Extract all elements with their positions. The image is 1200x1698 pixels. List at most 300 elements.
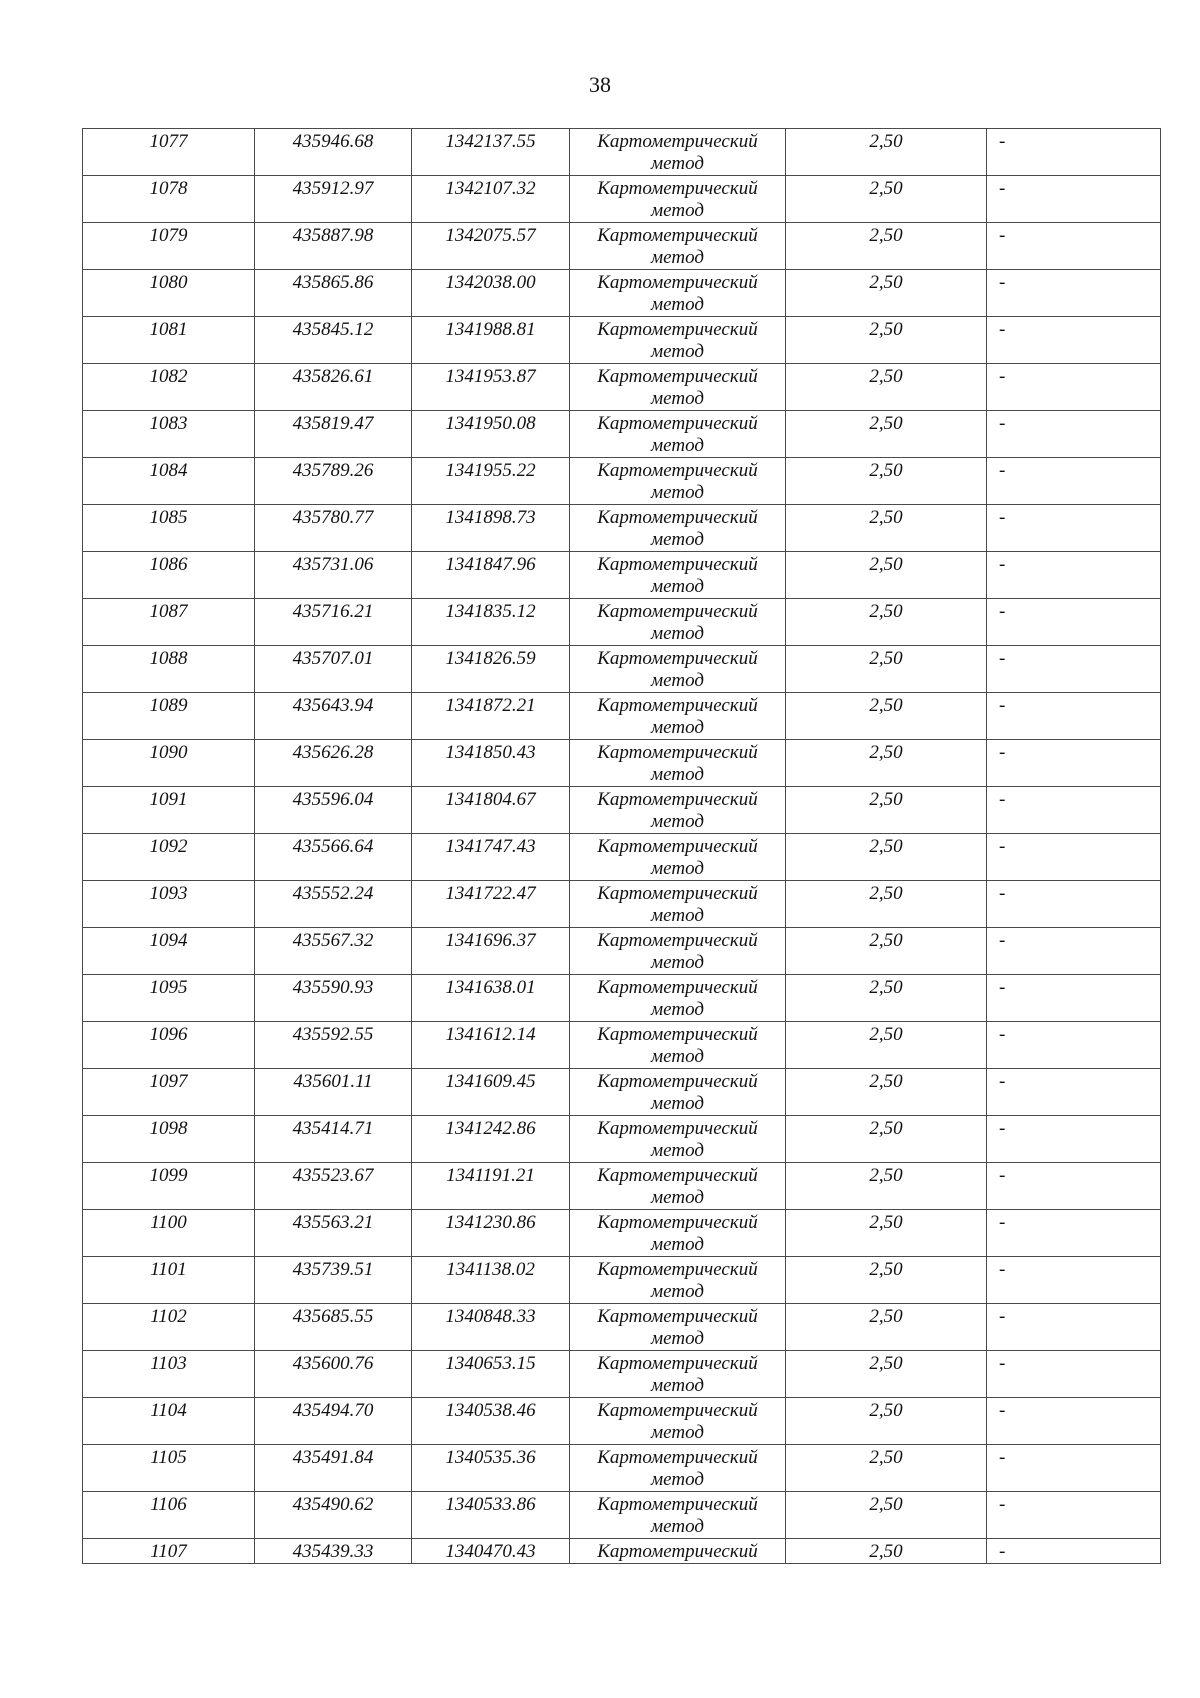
point-number-cell bbox=[83, 646, 255, 693]
accuracy-cell bbox=[786, 1445, 987, 1492]
point-number-cell-text: 1092 bbox=[149, 836, 188, 857]
method-cell bbox=[570, 881, 786, 928]
method-cell bbox=[570, 411, 786, 458]
method-cell-text: Картометрический метод bbox=[597, 413, 758, 456]
accuracy-cell-text: 2,50 bbox=[869, 554, 903, 575]
method-cell bbox=[570, 223, 786, 270]
note-cell bbox=[987, 458, 1161, 505]
x-coordinate-cell bbox=[255, 1492, 412, 1539]
accuracy-cell bbox=[786, 1163, 987, 1210]
method-cell bbox=[570, 270, 786, 317]
note-cell-text: - bbox=[999, 319, 1006, 340]
point-number-cell bbox=[83, 787, 255, 834]
y-coordinate-cell bbox=[412, 270, 570, 317]
x-coordinate-cell bbox=[255, 1351, 412, 1398]
point-number-cell-text: 1093 bbox=[149, 883, 188, 904]
accuracy-cell-text: 2,50 bbox=[869, 1212, 903, 1233]
y-coordinate-cell bbox=[412, 317, 570, 364]
y-coordinate-cell bbox=[412, 881, 570, 928]
note-cell bbox=[987, 1116, 1161, 1163]
point-number-cell-text: 1087 bbox=[149, 601, 188, 622]
point-number-cell-text: 1084 bbox=[149, 460, 188, 481]
accuracy-cell bbox=[786, 599, 987, 646]
x-coordinate-cell-text: 435491.84 bbox=[292, 1447, 374, 1468]
accuracy-cell bbox=[786, 881, 987, 928]
y-coordinate-cell-text: 1341835.12 bbox=[445, 601, 536, 622]
x-coordinate-cell bbox=[255, 834, 412, 881]
y-coordinate-cell-text: 1340535.36 bbox=[445, 1447, 536, 1468]
y-coordinate-cell bbox=[412, 129, 570, 176]
method-cell-text: Картометрический метод bbox=[597, 272, 758, 315]
accuracy-cell bbox=[786, 1069, 987, 1116]
x-coordinate-cell-text: 435716.21 bbox=[292, 601, 374, 622]
method-cell bbox=[570, 1257, 786, 1304]
note-cell bbox=[987, 693, 1161, 740]
note-cell bbox=[987, 1492, 1161, 1539]
method-cell-text: Картометрический метод bbox=[597, 695, 758, 738]
accuracy-cell-text: 2,50 bbox=[869, 178, 903, 199]
point-number-cell-text: 1090 bbox=[149, 742, 188, 763]
note-cell-text: - bbox=[999, 1541, 1006, 1562]
x-coordinate-cell-text: 435845.12 bbox=[292, 319, 374, 340]
x-coordinate-cell bbox=[255, 646, 412, 693]
y-coordinate-cell bbox=[412, 1539, 570, 1564]
point-number-cell bbox=[83, 317, 255, 364]
accuracy-cell-text: 2,50 bbox=[869, 272, 903, 293]
accuracy-cell bbox=[786, 223, 987, 270]
y-coordinate-cell-text: 1341696.37 bbox=[445, 930, 536, 951]
point-number-cell bbox=[83, 881, 255, 928]
note-cell-text: - bbox=[999, 1071, 1006, 1092]
note-cell-text: - bbox=[999, 1024, 1006, 1045]
note-cell-text: - bbox=[999, 883, 1006, 904]
note-cell bbox=[987, 411, 1161, 458]
accuracy-cell-text: 2,50 bbox=[869, 319, 903, 340]
table-row bbox=[83, 1210, 1161, 1257]
accuracy-cell-text: 2,50 bbox=[869, 695, 903, 716]
table-row bbox=[83, 1539, 1161, 1564]
note-cell bbox=[987, 270, 1161, 317]
note-cell-text: - bbox=[999, 977, 1006, 998]
x-coordinate-cell bbox=[255, 787, 412, 834]
table-row bbox=[83, 176, 1161, 223]
point-number-cell-text: 1107 bbox=[150, 1541, 187, 1562]
table-row bbox=[83, 223, 1161, 270]
y-coordinate-cell bbox=[412, 552, 570, 599]
accuracy-cell-text: 2,50 bbox=[869, 742, 903, 763]
note-cell bbox=[987, 1398, 1161, 1445]
y-coordinate-cell bbox=[412, 928, 570, 975]
x-coordinate-cell bbox=[255, 1398, 412, 1445]
method-cell bbox=[570, 693, 786, 740]
y-coordinate-cell bbox=[412, 834, 570, 881]
accuracy-cell bbox=[786, 552, 987, 599]
method-cell bbox=[570, 834, 786, 881]
accuracy-cell-text: 2,50 bbox=[869, 225, 903, 246]
point-number-cell bbox=[83, 740, 255, 787]
method-cell-text: Картометрический bbox=[597, 1541, 758, 1562]
method-cell-text: Картометрический метод bbox=[597, 366, 758, 409]
note-cell-text: - bbox=[999, 272, 1006, 293]
coordinates-table-body bbox=[83, 129, 1161, 1564]
accuracy-cell bbox=[786, 1116, 987, 1163]
accuracy-cell-text: 2,50 bbox=[869, 1118, 903, 1139]
table-row bbox=[83, 505, 1161, 552]
point-number-cell-text: 1082 bbox=[149, 366, 188, 387]
note-cell bbox=[987, 1257, 1161, 1304]
accuracy-cell bbox=[786, 693, 987, 740]
point-number-cell-text: 1103 bbox=[150, 1353, 187, 1374]
method-cell bbox=[570, 1163, 786, 1210]
y-coordinate-cell bbox=[412, 1445, 570, 1492]
table-row bbox=[83, 458, 1161, 505]
accuracy-cell bbox=[786, 975, 987, 1022]
point-number-cell bbox=[83, 129, 255, 176]
note-cell-text: - bbox=[999, 695, 1006, 716]
note-cell bbox=[987, 129, 1161, 176]
table-row bbox=[83, 787, 1161, 834]
point-number-cell bbox=[83, 176, 255, 223]
point-number-cell-text: 1085 bbox=[149, 507, 188, 528]
accuracy-cell-text: 2,50 bbox=[869, 1165, 903, 1186]
method-cell-text: Картометрический метод bbox=[597, 1494, 758, 1537]
point-number-cell-text: 1089 bbox=[149, 695, 188, 716]
y-coordinate-cell-text: 1342137.55 bbox=[445, 131, 536, 152]
note-cell bbox=[987, 317, 1161, 364]
note-cell-text: - bbox=[999, 930, 1006, 951]
x-coordinate-cell bbox=[255, 364, 412, 411]
accuracy-cell bbox=[786, 129, 987, 176]
x-coordinate-cell bbox=[255, 1116, 412, 1163]
note-cell-text: - bbox=[999, 1353, 1006, 1374]
method-cell-text: Картометрический метод bbox=[597, 554, 758, 597]
y-coordinate-cell-text: 1341230.86 bbox=[445, 1212, 536, 1233]
x-coordinate-cell-text: 435789.26 bbox=[292, 460, 374, 481]
point-number-cell-text: 1102 bbox=[150, 1306, 187, 1327]
y-coordinate-cell-text: 1341850.43 bbox=[445, 742, 536, 763]
method-cell bbox=[570, 129, 786, 176]
note-cell bbox=[987, 975, 1161, 1022]
note-cell bbox=[987, 834, 1161, 881]
x-coordinate-cell bbox=[255, 693, 412, 740]
point-number-cell-text: 1078 bbox=[149, 178, 188, 199]
point-number-cell bbox=[83, 270, 255, 317]
point-number-cell bbox=[83, 1398, 255, 1445]
note-cell bbox=[987, 1163, 1161, 1210]
accuracy-cell bbox=[786, 787, 987, 834]
accuracy-cell-text: 2,50 bbox=[869, 366, 903, 387]
point-number-cell bbox=[83, 1022, 255, 1069]
coordinates-table bbox=[82, 128, 1161, 1564]
y-coordinate-cell bbox=[412, 176, 570, 223]
y-coordinate-cell-text: 1340538.46 bbox=[445, 1400, 536, 1421]
accuracy-cell-text: 2,50 bbox=[869, 1400, 903, 1421]
method-cell bbox=[570, 1304, 786, 1351]
method-cell bbox=[570, 1445, 786, 1492]
y-coordinate-cell-text: 1340470.43 bbox=[445, 1541, 536, 1562]
note-cell bbox=[987, 646, 1161, 693]
y-coordinate-cell-text: 1342038.00 bbox=[445, 272, 536, 293]
x-coordinate-cell-text: 435887.98 bbox=[292, 225, 374, 246]
y-coordinate-cell-text: 1341609.45 bbox=[445, 1071, 536, 1092]
point-number-cell bbox=[83, 552, 255, 599]
x-coordinate-cell bbox=[255, 505, 412, 552]
point-number-cell bbox=[83, 1445, 255, 1492]
y-coordinate-cell-text: 1341955.22 bbox=[445, 460, 536, 481]
note-cell-text: - bbox=[999, 789, 1006, 810]
x-coordinate-cell-text: 435566.64 bbox=[292, 836, 374, 857]
method-cell bbox=[570, 1539, 786, 1564]
y-coordinate-cell-text: 1341953.87 bbox=[445, 366, 536, 387]
x-coordinate-cell-text: 435731.06 bbox=[292, 554, 374, 575]
point-number-cell bbox=[83, 928, 255, 975]
note-cell bbox=[987, 223, 1161, 270]
accuracy-cell-text: 2,50 bbox=[869, 977, 903, 998]
method-cell bbox=[570, 1351, 786, 1398]
x-coordinate-cell bbox=[255, 599, 412, 646]
point-number-cell bbox=[83, 693, 255, 740]
point-number-cell-text: 1105 bbox=[150, 1447, 187, 1468]
table-row bbox=[83, 1257, 1161, 1304]
table-row bbox=[83, 270, 1161, 317]
method-cell-text: Картометрический метод bbox=[597, 1400, 758, 1443]
method-cell bbox=[570, 1398, 786, 1445]
point-number-cell bbox=[83, 411, 255, 458]
accuracy-cell bbox=[786, 505, 987, 552]
point-number-cell-text: 1080 bbox=[149, 272, 188, 293]
table-row bbox=[83, 1445, 1161, 1492]
point-number-cell-text: 1096 bbox=[149, 1024, 188, 1045]
y-coordinate-cell bbox=[412, 740, 570, 787]
x-coordinate-cell bbox=[255, 411, 412, 458]
note-cell-text: - bbox=[999, 225, 1006, 246]
note-cell-text: - bbox=[999, 1447, 1006, 1468]
method-cell bbox=[570, 364, 786, 411]
note-cell bbox=[987, 1539, 1161, 1564]
x-coordinate-cell bbox=[255, 1539, 412, 1564]
method-cell bbox=[570, 599, 786, 646]
y-coordinate-cell-text: 1341804.67 bbox=[445, 789, 536, 810]
accuracy-cell-text: 2,50 bbox=[869, 1353, 903, 1374]
point-number-cell-text: 1083 bbox=[149, 413, 188, 434]
x-coordinate-cell-text: 435523.67 bbox=[292, 1165, 374, 1186]
note-cell bbox=[987, 787, 1161, 834]
x-coordinate-cell-text: 435414.71 bbox=[292, 1118, 374, 1139]
y-coordinate-cell-text: 1341138.02 bbox=[446, 1259, 535, 1280]
method-cell bbox=[570, 552, 786, 599]
method-cell-text: Картометрический метод bbox=[597, 1071, 758, 1114]
note-cell-text: - bbox=[999, 1494, 1006, 1515]
method-cell bbox=[570, 975, 786, 1022]
y-coordinate-cell bbox=[412, 1304, 570, 1351]
x-coordinate-cell bbox=[255, 975, 412, 1022]
table-row bbox=[83, 693, 1161, 740]
y-coordinate-cell bbox=[412, 1351, 570, 1398]
y-coordinate-cell bbox=[412, 505, 570, 552]
x-coordinate-cell bbox=[255, 1445, 412, 1492]
point-number-cell bbox=[83, 1539, 255, 1564]
accuracy-cell-text: 2,50 bbox=[869, 460, 903, 481]
x-coordinate-cell-text: 435567.32 bbox=[292, 930, 374, 951]
y-coordinate-cell-text: 1340653.15 bbox=[445, 1353, 536, 1374]
note-cell-text: - bbox=[999, 507, 1006, 528]
accuracy-cell-text: 2,50 bbox=[869, 413, 903, 434]
point-number-cell bbox=[83, 364, 255, 411]
note-cell bbox=[987, 364, 1161, 411]
note-cell bbox=[987, 1069, 1161, 1116]
note-cell-text: - bbox=[999, 178, 1006, 199]
accuracy-cell bbox=[786, 270, 987, 317]
accuracy-cell bbox=[786, 928, 987, 975]
y-coordinate-cell bbox=[412, 364, 570, 411]
table-row bbox=[83, 411, 1161, 458]
point-number-cell-text: 1100 bbox=[150, 1212, 187, 1233]
method-cell bbox=[570, 787, 786, 834]
point-number-cell bbox=[83, 1116, 255, 1163]
method-cell bbox=[570, 928, 786, 975]
accuracy-cell-text: 2,50 bbox=[869, 1259, 903, 1280]
x-coordinate-cell-text: 435685.55 bbox=[292, 1306, 374, 1327]
y-coordinate-cell bbox=[412, 975, 570, 1022]
x-coordinate-cell-text: 435739.51 bbox=[292, 1259, 374, 1280]
method-cell bbox=[570, 1492, 786, 1539]
method-cell bbox=[570, 1116, 786, 1163]
point-number-cell bbox=[83, 1257, 255, 1304]
note-cell-text: - bbox=[999, 131, 1006, 152]
y-coordinate-cell-text: 1340848.33 bbox=[445, 1306, 536, 1327]
x-coordinate-cell-text: 435563.21 bbox=[292, 1212, 374, 1233]
accuracy-cell-text: 2,50 bbox=[869, 1494, 903, 1515]
x-coordinate-cell-text: 435600.76 bbox=[292, 1353, 374, 1374]
method-cell-text: Картометрический метод bbox=[597, 789, 758, 832]
table-row bbox=[83, 1351, 1161, 1398]
note-cell bbox=[987, 881, 1161, 928]
y-coordinate-cell-text: 1341988.81 bbox=[445, 319, 536, 340]
method-cell-text: Картометрический метод bbox=[597, 131, 758, 174]
x-coordinate-cell bbox=[255, 1304, 412, 1351]
method-cell-text: Картометрический метод bbox=[597, 225, 758, 268]
x-coordinate-cell bbox=[255, 458, 412, 505]
y-coordinate-cell bbox=[412, 646, 570, 693]
y-coordinate-cell-text: 1341847.96 bbox=[445, 554, 536, 575]
accuracy-cell-text: 2,50 bbox=[869, 1541, 903, 1562]
accuracy-cell-text: 2,50 bbox=[869, 1024, 903, 1045]
method-cell-text: Картометрический метод bbox=[597, 1165, 758, 1208]
y-coordinate-cell-text: 1341722.47 bbox=[445, 883, 536, 904]
method-cell-text: Картометрический метод bbox=[597, 1118, 758, 1161]
accuracy-cell-text: 2,50 bbox=[869, 1447, 903, 1468]
note-cell bbox=[987, 1445, 1161, 1492]
note-cell-text: - bbox=[999, 648, 1006, 669]
x-coordinate-cell bbox=[255, 928, 412, 975]
method-cell bbox=[570, 176, 786, 223]
point-number-cell-text: 1097 bbox=[149, 1071, 188, 1092]
accuracy-cell bbox=[786, 1351, 987, 1398]
x-coordinate-cell-text: 435490.62 bbox=[292, 1494, 374, 1515]
x-coordinate-cell-text: 435601.11 bbox=[293, 1071, 373, 1092]
y-coordinate-cell-text: 1342075.57 bbox=[445, 225, 536, 246]
x-coordinate-cell-text: 435592.55 bbox=[292, 1024, 374, 1045]
page-number: 38 bbox=[589, 72, 611, 97]
table-row bbox=[83, 552, 1161, 599]
point-number-cell bbox=[83, 458, 255, 505]
table-row bbox=[83, 1116, 1161, 1163]
point-number-cell-text: 1079 bbox=[149, 225, 188, 246]
point-number-cell-text: 1088 bbox=[149, 648, 188, 669]
note-cell-text: - bbox=[999, 1212, 1006, 1233]
accuracy-cell-text: 2,50 bbox=[869, 930, 903, 951]
accuracy-cell-text: 2,50 bbox=[869, 1306, 903, 1327]
note-cell bbox=[987, 1351, 1161, 1398]
method-cell-text: Картометрический метод bbox=[597, 601, 758, 644]
y-coordinate-cell-text: 1341872.21 bbox=[445, 695, 536, 716]
note-cell-text: - bbox=[999, 742, 1006, 763]
x-coordinate-cell-text: 435626.28 bbox=[292, 742, 374, 763]
x-coordinate-cell-text: 435494.70 bbox=[292, 1400, 374, 1421]
point-number-cell bbox=[83, 1163, 255, 1210]
table-row bbox=[83, 646, 1161, 693]
note-cell-text: - bbox=[999, 460, 1006, 481]
x-coordinate-cell bbox=[255, 1022, 412, 1069]
method-cell bbox=[570, 1210, 786, 1257]
point-number-cell-text: 1086 bbox=[149, 554, 188, 575]
table-row bbox=[83, 881, 1161, 928]
note-cell bbox=[987, 599, 1161, 646]
note-cell bbox=[987, 1022, 1161, 1069]
point-number-cell-text: 1098 bbox=[149, 1118, 188, 1139]
table-row bbox=[83, 740, 1161, 787]
x-coordinate-cell bbox=[255, 1069, 412, 1116]
x-coordinate-cell bbox=[255, 317, 412, 364]
y-coordinate-cell bbox=[412, 1163, 570, 1210]
point-number-cell bbox=[83, 1351, 255, 1398]
point-number-cell bbox=[83, 834, 255, 881]
note-cell-text: - bbox=[999, 836, 1006, 857]
y-coordinate-cell-text: 1341191.21 bbox=[446, 1165, 535, 1186]
y-coordinate-cell-text: 1341898.73 bbox=[445, 507, 536, 528]
x-coordinate-cell bbox=[255, 176, 412, 223]
method-cell-text: Картометрический метод bbox=[597, 1024, 758, 1067]
point-number-cell bbox=[83, 1304, 255, 1351]
note-cell-text: - bbox=[999, 1400, 1006, 1421]
y-coordinate-cell bbox=[412, 1069, 570, 1116]
x-coordinate-cell bbox=[255, 1257, 412, 1304]
y-coordinate-cell bbox=[412, 1116, 570, 1163]
table-row bbox=[83, 928, 1161, 975]
accuracy-cell-text: 2,50 bbox=[869, 836, 903, 857]
table-row bbox=[83, 1492, 1161, 1539]
note-cell bbox=[987, 505, 1161, 552]
accuracy-cell bbox=[786, 176, 987, 223]
x-coordinate-cell-text: 435596.04 bbox=[292, 789, 374, 810]
x-coordinate-cell bbox=[255, 552, 412, 599]
x-coordinate-cell-text: 435552.24 bbox=[292, 883, 374, 904]
accuracy-cell bbox=[786, 1022, 987, 1069]
x-coordinate-cell-text: 435643.94 bbox=[292, 695, 374, 716]
accuracy-cell bbox=[786, 646, 987, 693]
x-coordinate-cell-text: 435780.77 bbox=[292, 507, 374, 528]
accuracy-cell bbox=[786, 317, 987, 364]
x-coordinate-cell bbox=[255, 881, 412, 928]
accuracy-cell bbox=[786, 411, 987, 458]
table-row bbox=[83, 1304, 1161, 1351]
accuracy-cell bbox=[786, 1257, 987, 1304]
point-number-cell-text: 1101 bbox=[150, 1259, 187, 1280]
method-cell-text: Картометрический метод bbox=[597, 460, 758, 503]
point-number-cell-text: 1077 bbox=[149, 131, 188, 152]
y-coordinate-cell-text: 1340533.86 bbox=[445, 1494, 536, 1515]
method-cell bbox=[570, 317, 786, 364]
